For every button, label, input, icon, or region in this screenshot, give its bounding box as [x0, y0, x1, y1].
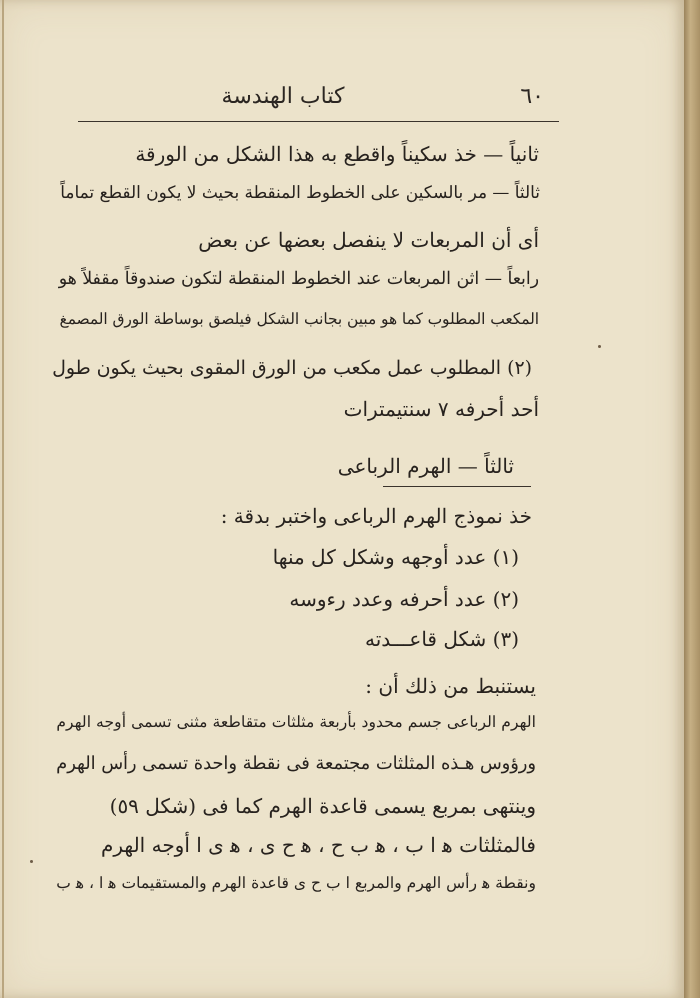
text-line: أحد أحرفه ٧ سنتيمترات: [343, 397, 539, 421]
page-number: ٦٠: [520, 84, 544, 109]
section-heading: ثالثاً — الهرم الرباعى: [337, 454, 514, 478]
text-line: ثالثاً — مر بالسكين على الخطوط المنقطة بحيث لا يكون القطع تماماً: [60, 182, 540, 202]
book-gutter: [684, 0, 700, 998]
list-item: (١) عدد أوجهه وشكل كل منها: [272, 545, 519, 569]
text-line: (٢) المطلوب عمل مكعب من الورق المقوى بحيث يكون طول: [52, 357, 532, 379]
page-edge: [2, 0, 4, 998]
text-line: ورؤوس هـذه المثلثات مجتمعة فى نقطة واحدة تسمى رأس الهرم: [56, 753, 536, 774]
section-underline: [383, 486, 531, 487]
text-line: المكعب المطلوب كما هو مبين بجانب الشكل فيلصق بوساطة الورق المصمغ: [59, 310, 539, 328]
text-line: وينتهى بمربع يسمى قاعدة الهرم كما فى (شكل ٥٩): [109, 794, 536, 818]
paper-speck: [598, 345, 601, 348]
text-line: الهرم الرباعى جسم محدود بأربعة مثلثات متقاطعة مثنى تسمى أوجه الهرم: [56, 712, 536, 731]
list-item: (٢) عدد أحرفه وعدد رءوسه: [289, 587, 519, 611]
text-line: يستنبط من ذلك أن :: [365, 674, 536, 698]
book-title: كتاب الهندسة: [221, 84, 345, 109]
paper-speck: [30, 860, 33, 863]
list-item: (٣) شكل قاعـــدته: [365, 627, 519, 651]
text-line: فالمثلثات ﻫ ا ب ، ﻫ ب ح ، ﻫ ح ى ، ﻫ ى ا أوجه الهرم: [100, 833, 536, 857]
text-line: ونقطة ﻫ رأس الهرم والمربع ا ب ح ى قاعدة الهرم والمستقيمات ﻫ ا ، ﻫ ب: [56, 874, 536, 892]
text-line: خذ نموذج الهرم الرباعى واختبر بدقة :: [220, 504, 532, 528]
header-rule: [78, 121, 559, 122]
text-line: ثانياً — خذ سكيناً واقطع به هذا الشكل من الورقة: [135, 142, 539, 166]
text-line: رابعاً — اثن المربعات عند الخطوط المنقطة لتكون صندوقاً مقفلاً هو: [58, 269, 539, 289]
text-line: أى أن المربعات لا ينفصل بعضها عن بعض: [198, 228, 539, 252]
page-header: [78, 84, 558, 114]
